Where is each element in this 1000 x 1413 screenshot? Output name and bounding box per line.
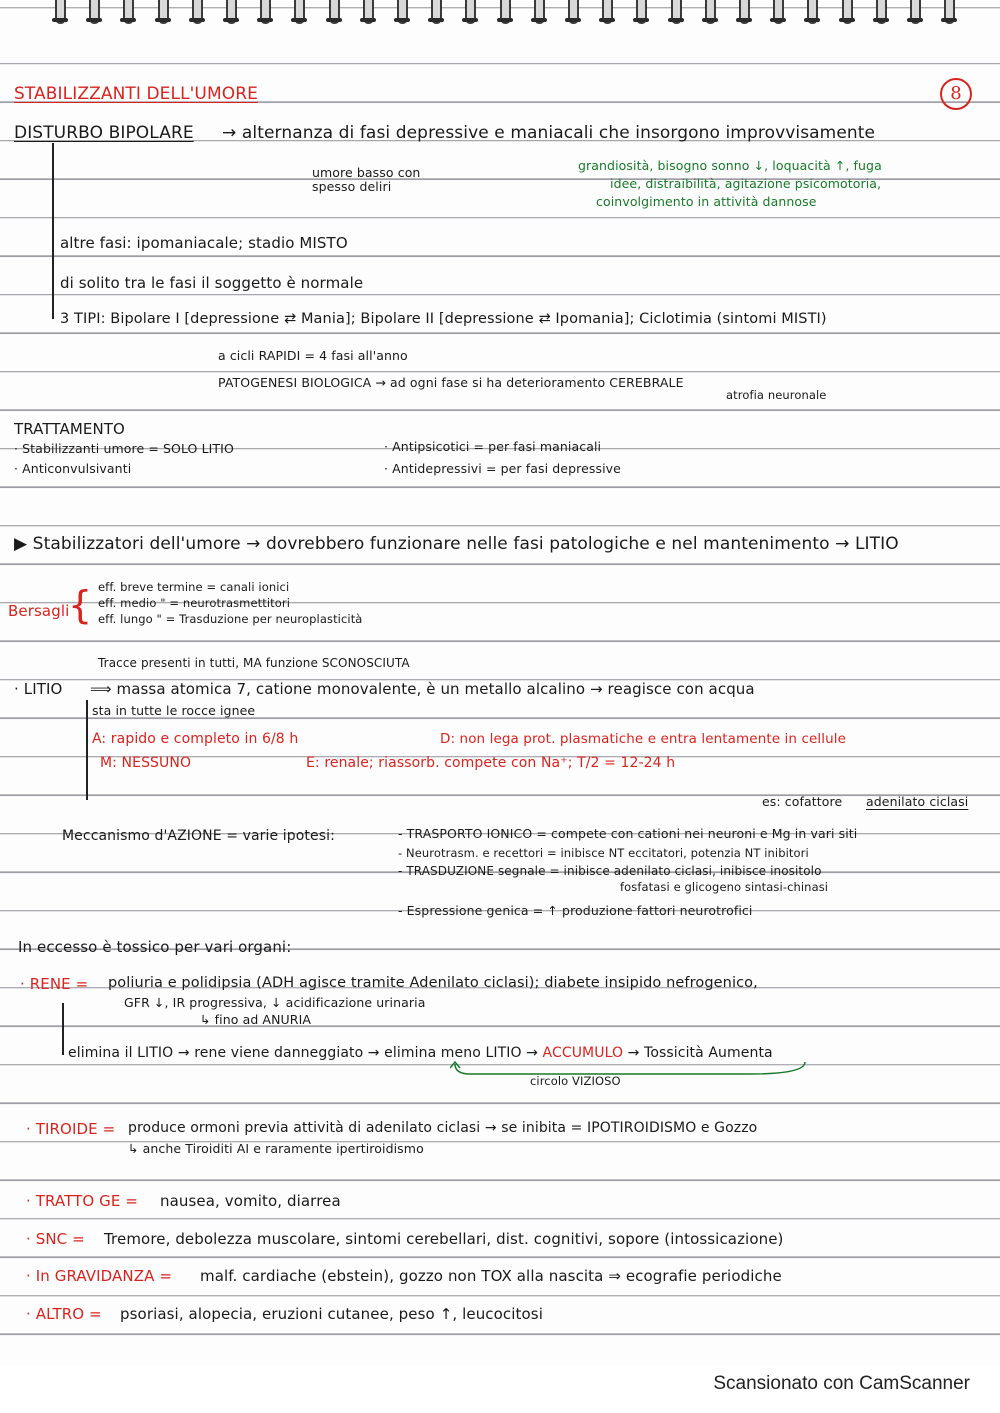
spiral-ring-base: [326, 18, 342, 22]
circolo-vizioso: circolo VIZIOSO: [530, 1074, 621, 1088]
spiral-ring-base: [531, 18, 547, 22]
litio-rocce: sta in tutte le rocce ignee: [92, 703, 256, 718]
altro-label: · ALTRO =: [26, 1305, 102, 1323]
ge-text: nausea, vomito, diarrea: [160, 1192, 341, 1210]
bipolare-definition: → alternanza di fasi depressive e maniacali che insorgono improvvisamente: [222, 123, 876, 143]
spiral-ring-base: [873, 18, 889, 22]
normale-note: di solito tra le fasi il soggetto è normale: [60, 274, 364, 292]
spiral-binding: [0, 0, 1000, 34]
rene-text-2: GFR ↓, IR progressiva, ↓ acidificazione urinaria: [124, 995, 426, 1010]
page-number: 8: [940, 78, 972, 110]
rene-cycle: [68, 1045, 773, 1061]
cicli-rapidi: a cicli RAPIDI = 4 fasi all'anno: [218, 348, 408, 363]
altre-fasi: altre fasi: ipomaniacale; stadio MISTO: [60, 234, 348, 252]
meccanismo-1: - TRASPORTO IONICO = compete con cationi nei neuroni e Mg in vari siti: [398, 826, 858, 841]
spiral-ring-base: [52, 18, 68, 22]
spiral-ring-base: [907, 18, 923, 22]
snc-text: Tremore, debolezza muscolare, sintomi cerebellari, dist. cognitivi, sopore (intossicazione): [104, 1230, 784, 1248]
bersagli-row-2: eff. medio " = neurotrasmettitori: [98, 596, 291, 610]
spiral-ring-base: [770, 18, 786, 22]
adme-E: E: renale; riassorb. compete con Na⁺; T/2 = 12-24 h: [306, 755, 676, 771]
spiral-ring-base: [736, 18, 752, 22]
spiral-ring-base: [155, 18, 171, 22]
spiral-ring-base: [668, 18, 684, 22]
adme-D: D: non lega prot. plasmatiche e entra lentamente in cellule: [440, 731, 847, 747]
circolo-arrow: [450, 1060, 810, 1078]
cofattore-value: adenilato ciclasi: [866, 794, 969, 809]
adme-M: M: NESSUNO: [100, 755, 192, 771]
bersagli-row-3: eff. lungo " = Trasduzione per neuroplasticità: [98, 612, 363, 626]
trattamento-item-2: · Anticonvulsivanti: [14, 461, 132, 476]
rene-cycle-a: elimina il LITIO → rene viene danneggiato → elimina meno LITIO →: [68, 1045, 538, 1061]
depressive-note-2: spesso deliri: [312, 179, 392, 194]
bersagli-row-1: eff. breve termine = canali ionici: [98, 580, 290, 594]
ge-label: · TRATTO GE =: [26, 1192, 138, 1210]
spiral-ring-base: [360, 18, 376, 22]
litio-desc: ⟹ massa atomica 7, catione monovalente, è un metallo alcalino → reagisce con acqua: [90, 680, 755, 698]
atrofia-note: atrofia neuronale: [726, 388, 827, 402]
litio-desc-text: massa atomica 7, catione monovalente, è un metallo alcalino → reagisce con acqua: [116, 680, 755, 698]
camscanner-label: Scansionato con CamScanner: [713, 1373, 970, 1394]
meccanismo-label: Meccanismo d'AZIONE = varie ipotesi:: [62, 828, 335, 844]
trattamento-item-4: · Antidepressivi = per fasi depressive: [384, 461, 621, 476]
rene-cycle-accumulo: ACCUMULO: [542, 1045, 624, 1061]
spiral-ring-base: [428, 18, 444, 22]
altro-text: psoriasi, alopecia, eruzioni cutanee, peso ↑, leucocitosi: [120, 1305, 543, 1323]
trattamento-title: TRATTAMENTO: [14, 420, 125, 438]
maniac-note-3: coinvolgimento in attività dannose: [596, 194, 817, 209]
meccanismo-2: - Neurotrasm. e recettori = inibisce NT eccitatori, potenzia NT inibitori: [398, 846, 809, 860]
spiral-ring-base: [804, 18, 820, 22]
cofattore-label: es: cofattore: [762, 794, 843, 809]
spiral-ring-base: [86, 18, 102, 22]
gravidanza-label: · In GRAVIDANZA =: [26, 1267, 173, 1285]
spiral-ring-base: [599, 18, 615, 22]
tiroide-text-2: ↳ anche Tiroiditi AI e raramente ipertiroidismo: [128, 1141, 424, 1156]
tiroide-label: · TIROIDE =: [26, 1120, 116, 1138]
spiral-ring-base: [189, 18, 205, 22]
tipi-bipolare: 3 TIPI: Bipolare I [depressione ⇄ Mania]; Bipolare II [depressione ⇄ Ipomania]; Ciclotimia (sintomi MISTI): [60, 311, 827, 327]
gravidanza-text: malf. cardiache (ebstein), gozzo non TOX alla nascita ⇒ ecografie periodiche: [200, 1267, 782, 1285]
spiral-ring-base: [462, 18, 478, 22]
rene-cycle-b: → Tossicità Aumenta: [627, 1045, 773, 1061]
bracket-line: [52, 143, 54, 319]
bipolare-label: DISTURBO BIPOLARE: [14, 123, 194, 143]
tossicita-intro: In eccesso è tossico per vari organi:: [18, 938, 292, 956]
maniac-note-1: grandiosità, bisogno sonno ↓, loquacità ↑, fuga: [578, 158, 882, 173]
stabilizzatori-line: ▶ Stabilizzatori dell'umore → dovrebbero funzionare nelle fasi patologiche e nel mantenimento → LITIO: [14, 534, 899, 554]
spiral-ring-base: [291, 18, 307, 22]
meccanismo-3b: fosfatasi e glicogeno sintasi-chinasi: [620, 880, 829, 894]
bersagli-label: Bersagli: [8, 602, 70, 620]
spiral-ring-base: [633, 18, 649, 22]
spiral-ring-base: [120, 18, 136, 22]
meccanismo-4: - Espressione genica = ↑ produzione fattori neurotrofici: [398, 903, 753, 918]
spiral-ring-base: [839, 18, 855, 22]
rene-anuria: ↳ fino ad ANURIA: [200, 1012, 312, 1027]
litio-label: · LITIO: [14, 680, 63, 698]
spiral-ring-base: [702, 18, 718, 22]
maniac-note-2: idee, distraibilità, agitazione psicomotoria,: [610, 176, 882, 191]
tiroide-text: produce ormoni previa attività di adenilato ciclasi → se inibita = IPOTIROIDISMO e Gozzo: [128, 1120, 758, 1136]
page-title: STABILIZZANTI DELL'UMORE: [14, 84, 258, 104]
spiral-ring-base: [565, 18, 581, 22]
spiral-ring-base: [257, 18, 273, 22]
snc-label: · SNC =: [26, 1230, 85, 1248]
spiral-ring-base: [941, 18, 957, 22]
bipolare-def-text: alternanza di fasi depressive e maniacali che insorgono improvvisamente: [241, 123, 876, 143]
bersagli-brace: {: [68, 583, 93, 627]
depressive-note-1: umore basso con: [312, 165, 421, 180]
patogenesi: PATOGENESI BIOLOGICA → ad ogni fase si ha deterioramento CEREBRALE: [218, 375, 684, 390]
meccanismo-3: - TRASDUZIONE segnale = inibisce adenilato ciclasi, inibisce inositolo: [398, 864, 822, 878]
litio-bracket: [86, 700, 88, 800]
rene-label: · RENE =: [20, 975, 89, 993]
adme-A: A: rapido e completo in 6/8 h: [92, 731, 299, 747]
trattamento-item-1: · Stabilizzanti umore = SOLO LITIO: [14, 441, 234, 456]
rene-bracket: [62, 1003, 64, 1055]
trattamento-item-3: · Antipsicotici = per fasi maniacali: [384, 439, 602, 454]
litio-tracce: Tracce presenti in tutti, MA funzione SCONOSCIUTA: [98, 656, 410, 670]
spiral-ring-base: [223, 18, 239, 22]
spiral-ring-base: [497, 18, 513, 22]
rene-text: poliuria e polidipsia (ADH agisce tramite Adenilato ciclasi); diabete insipido nefrogenico,: [108, 975, 758, 991]
spiral-ring-base: [394, 18, 410, 22]
